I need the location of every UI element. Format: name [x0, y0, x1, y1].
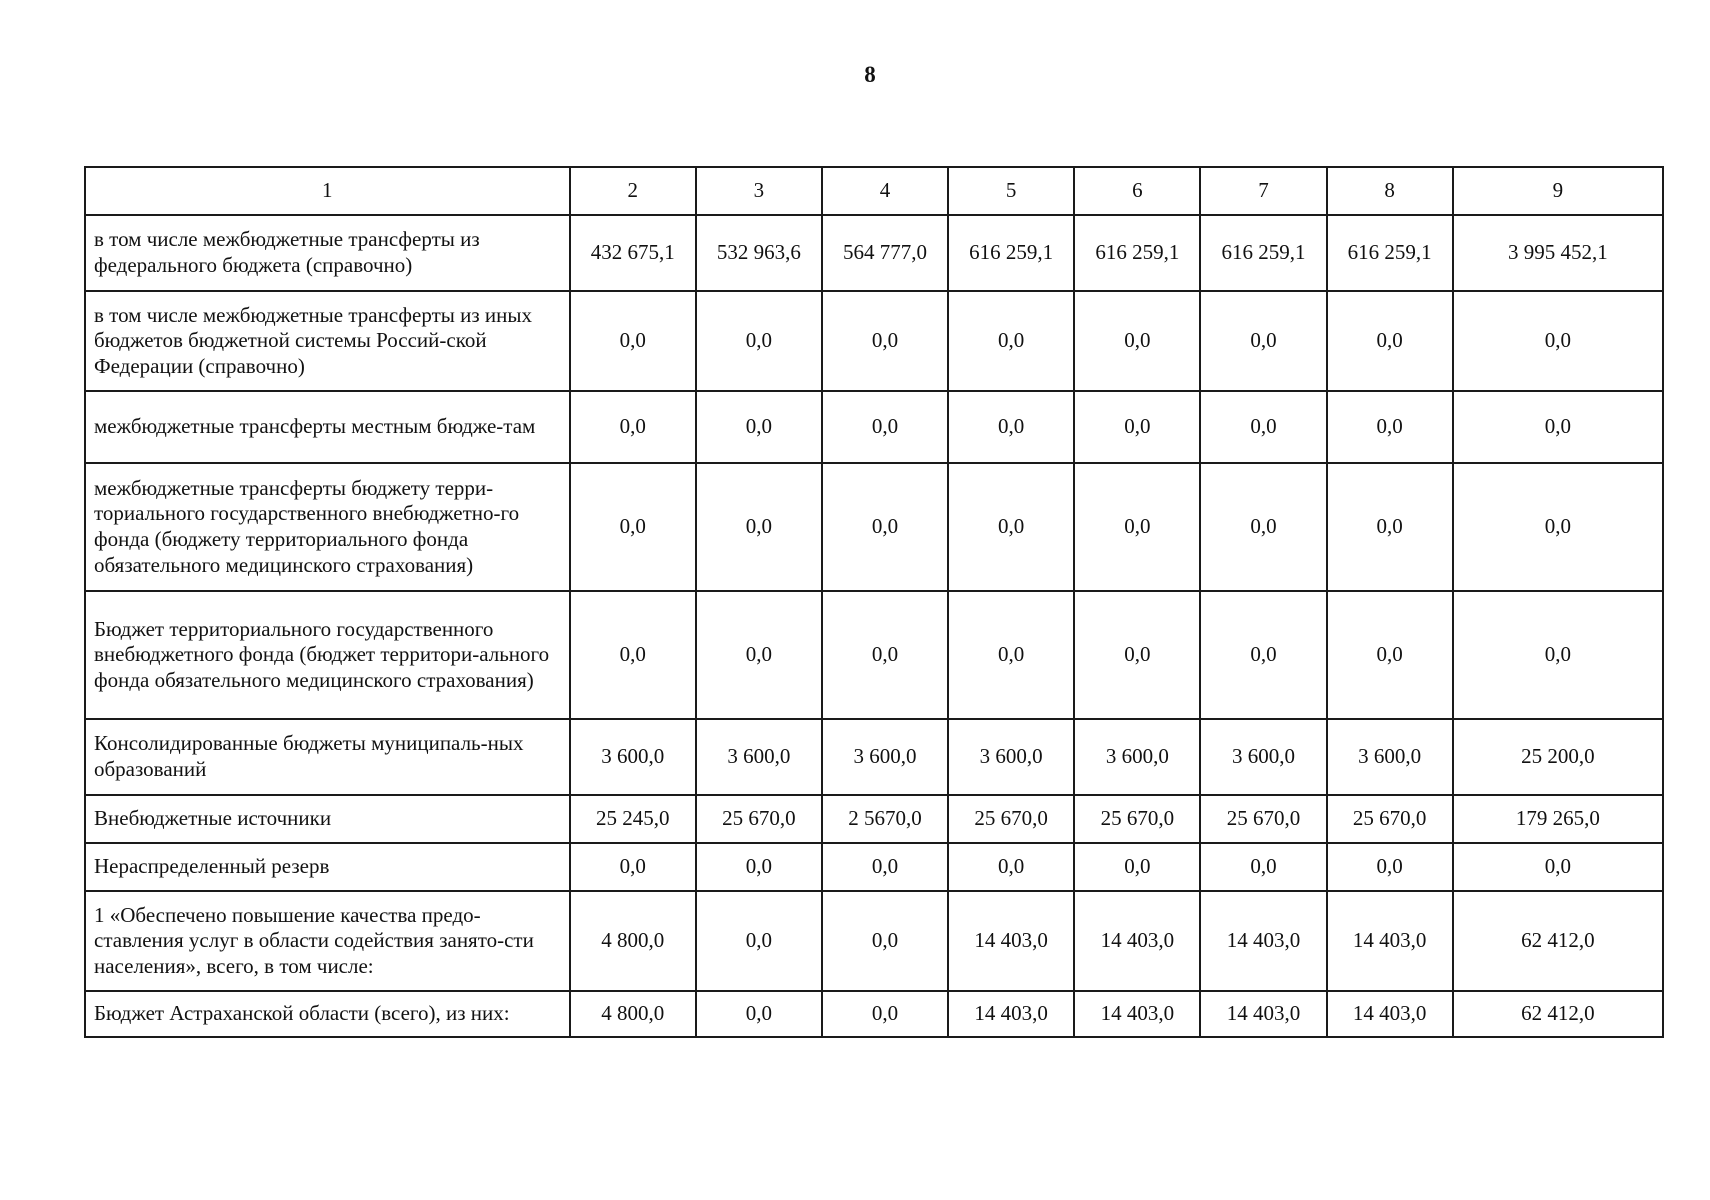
table-cell: 0,0 [570, 391, 696, 463]
table-cell: 14 403,0 [1200, 991, 1326, 1037]
row-label: Бюджет Астраханской области (всего), из них: [85, 991, 570, 1037]
table-cell: 0,0 [1327, 591, 1453, 719]
table-row [85, 215, 1663, 291]
table-cell: 0,0 [948, 463, 1074, 591]
table-cell: 3 600,0 [948, 719, 1074, 795]
table-cell: 3 600,0 [696, 719, 822, 795]
table-row [85, 591, 1663, 719]
table-cell: 0,0 [822, 391, 948, 463]
table-cell: 25 670,0 [948, 795, 1074, 843]
row-label: в том числе межбюджетные трансферты из федерального бюджета (справочно) [85, 215, 570, 291]
table-cell: 14 403,0 [1200, 891, 1326, 991]
table-cell: 0,0 [1327, 291, 1453, 391]
table-cell: 0,0 [948, 391, 1074, 463]
row-label: Консолидированные бюджеты муниципаль-ных образований [85, 719, 570, 795]
table-cell: 616 259,1 [948, 215, 1074, 291]
column-header: 5 [948, 167, 1074, 215]
row-label: Бюджет территориального государственного внебюджетного фонда (бюджет территори-ального фонда обязательного медицинского страхования) [85, 591, 570, 719]
table-cell: 0,0 [1327, 843, 1453, 891]
table-cell: 0,0 [1200, 391, 1326, 463]
table-cell: 25 670,0 [1327, 795, 1453, 843]
table-cell: 0,0 [696, 591, 822, 719]
table-cell: 0,0 [570, 591, 696, 719]
table-cell: 0,0 [822, 591, 948, 719]
row-label: межбюджетные трансферты местным бюдже-там [85, 391, 570, 463]
table-cell: 14 403,0 [1327, 891, 1453, 991]
table-cell: 4 800,0 [570, 891, 696, 991]
table-row [85, 991, 1663, 1037]
table-cell: 0,0 [696, 391, 822, 463]
table-cell: 0,0 [948, 291, 1074, 391]
table-row [85, 719, 1663, 795]
page-number: 8 [864, 62, 876, 87]
table-cell: 0,0 [1200, 291, 1326, 391]
table-row [85, 843, 1663, 891]
column-header: 6 [1074, 167, 1200, 215]
table-cell: 0,0 [1200, 591, 1326, 719]
table-cell: 62 412,0 [1453, 891, 1663, 991]
table-cell: 0,0 [1453, 843, 1663, 891]
table-cell: 3 995 452,1 [1453, 215, 1663, 291]
row-label: 1 «Обеспечено повышение качества предо-ставления услуг в области содействия занято-сти населения», всего, в том числе: [85, 891, 570, 991]
table-cell: 564 777,0 [822, 215, 948, 291]
table-row [85, 795, 1663, 843]
table-cell: 3 600,0 [1327, 719, 1453, 795]
table-cell: 0,0 [1074, 291, 1200, 391]
table-cell: 14 403,0 [1074, 891, 1200, 991]
table-row [85, 291, 1663, 391]
table-cell: 0,0 [948, 591, 1074, 719]
table-cell: 0,0 [696, 991, 822, 1037]
table-cell: 0,0 [1074, 843, 1200, 891]
table-cell: 0,0 [1074, 463, 1200, 591]
table-row [85, 391, 1663, 463]
table-cell: 0,0 [822, 891, 948, 991]
table-cell: 0,0 [948, 843, 1074, 891]
table-cell: 0,0 [1453, 291, 1663, 391]
column-header: 4 [822, 167, 948, 215]
column-header: 7 [1200, 167, 1326, 215]
table-cell: 0,0 [822, 991, 948, 1037]
table-cell: 0,0 [696, 843, 822, 891]
table-row [85, 891, 1663, 991]
table-cell: 0,0 [696, 463, 822, 591]
column-header: 3 [696, 167, 822, 215]
table-cell: 62 412,0 [1453, 991, 1663, 1037]
table-cell: 0,0 [1074, 591, 1200, 719]
table-cell: 4 800,0 [570, 991, 696, 1037]
table-row [85, 463, 1663, 591]
table-cell: 2 5670,0 [822, 795, 948, 843]
table-cell: 0,0 [1200, 843, 1326, 891]
table-cell: 25 670,0 [1200, 795, 1326, 843]
table-cell: 14 403,0 [1074, 991, 1200, 1037]
table-cell: 3 600,0 [1074, 719, 1200, 795]
table-cell: 25 670,0 [696, 795, 822, 843]
table-header-row [85, 167, 1663, 215]
table-cell: 0,0 [570, 291, 696, 391]
table-cell: 25 670,0 [1074, 795, 1200, 843]
table-cell: 179 265,0 [1453, 795, 1663, 843]
table-cell: 25 245,0 [570, 795, 696, 843]
row-label: в том числе межбюджетные трансферты из иных бюджетов бюджетной системы Россий-ской Федерации (справочно) [85, 291, 570, 391]
budget-table [84, 166, 1664, 1038]
table-cell: 14 403,0 [1327, 991, 1453, 1037]
table-cell: 0,0 [696, 891, 822, 991]
table-cell: 3 600,0 [1200, 719, 1326, 795]
table-cell: 0,0 [822, 291, 948, 391]
table-cell: 616 259,1 [1327, 215, 1453, 291]
table-cell: 14 403,0 [948, 991, 1074, 1037]
table-cell: 0,0 [822, 843, 948, 891]
table-cell: 616 259,1 [1074, 215, 1200, 291]
table-cell: 3 600,0 [570, 719, 696, 795]
table-cell: 14 403,0 [948, 891, 1074, 991]
table-cell: 0,0 [1453, 391, 1663, 463]
column-header: 8 [1327, 167, 1453, 215]
table-cell: 0,0 [696, 291, 822, 391]
table-cell: 0,0 [570, 463, 696, 591]
table-cell: 0,0 [570, 843, 696, 891]
row-label: Внебюджетные источники [85, 795, 570, 843]
table-cell: 616 259,1 [1200, 215, 1326, 291]
table-cell: 25 200,0 [1453, 719, 1663, 795]
table-cell: 432 675,1 [570, 215, 696, 291]
table-cell: 0,0 [1453, 591, 1663, 719]
column-header: 2 [570, 167, 696, 215]
table-cell: 0,0 [1327, 391, 1453, 463]
table-cell: 532 963,6 [696, 215, 822, 291]
table-cell: 0,0 [1453, 463, 1663, 591]
table-cell: 0,0 [1200, 463, 1326, 591]
table-cell: 3 600,0 [822, 719, 948, 795]
row-label: Нераспределенный резерв [85, 843, 570, 891]
column-header: 1 [85, 167, 570, 215]
row-label: межбюджетные трансферты бюджету терри-ториального государственного внебюджетно-го фонда (бюджету территориального фонда обязательного медицинского страхования) [85, 463, 570, 591]
table-cell: 0,0 [822, 463, 948, 591]
table-cell: 0,0 [1074, 391, 1200, 463]
table-cell: 0,0 [1327, 463, 1453, 591]
column-header: 9 [1453, 167, 1663, 215]
